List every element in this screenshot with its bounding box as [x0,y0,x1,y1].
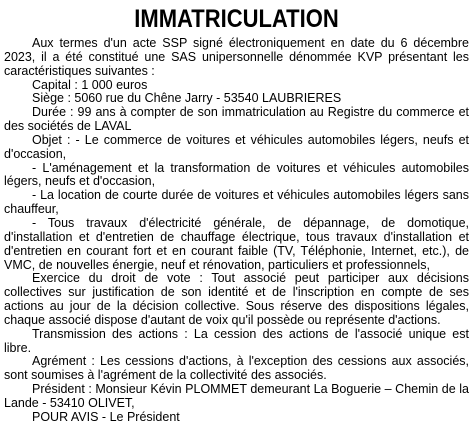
notice-body [4,37,469,425]
paragraph-objet-amenagement: - L'aménagement et la transformation de voitures et véhicules automobiles légers, neufs et d'occasion, [4,160,469,189]
paragraph-capital: Capital : 1 000 euros [32,77,148,92]
paragraph-pour-avis: POUR AVIS - Le Président [32,409,180,424]
paragraph-objet-travaux: - Tous travaux d'électricité générale, de dépannage, de domotique, d'installation et d'entretien de chauffage électrique, tous travaux d'installation et d'entretien en courant fort et en courant faible (TV, Téléphonie, Internet, etc.), de VMC, de nouvelles énergie, neuf et rénovation, particuliers et professionnels, [4,215,469,272]
paragraph-objet-location: - La location de courte durée de voitures et véhicules automobiles légers sans chauffeur, [4,188,469,217]
paragraph-droit-de-vote: Exercice du droit de vote : Tout associé peut participer aux décisions collectives sur justification de son identité et de l'inscription en compte de ses actions au jour de la décision collective. Sous réserve des dispositions légales, chaque associé dispose d'autant de voix qu'il possède ou représente d'actions. [4,271,469,327]
paragraph-president: Président : Monsieur Kévin PLOMMET demeurant La Boguerie – Chemin de la Lande - 53410 OLIVET, [4,382,469,410]
paragraph-constitution: Aux termes d'un acte SSP signé électroniquement en date du 6 décembre 2023, il a été constitué une SAS unipersonnelle dénommée KVP présentant les caractéristiques suivantes : [4,36,469,78]
paragraph-transmission: Transmission des actions : La cession des actions de l'associé unique est libre. [4,326,469,355]
paragraph-duree: Durée : 99 ans à compter de son immatriculation au Registre du commerce et des sociétés de LAVAL [4,105,469,134]
paragraph-objet-commerce: Objet : - Le commerce de voitures et véhicules automobiles légers, neufs et d'occasion, [4,132,469,161]
paragraph-siege: Siège : 5060 rue du Chêne Jarry - 53540 LAUBRIERES [32,91,342,106]
notice-title: IMMATRICULATION [134,5,339,33]
paragraph-agrement: Agrément : Les cessions d'actions, à l'exception des cessions aux associés, sont soumises à l'agrément de la collectivité des associés. [4,354,469,383]
